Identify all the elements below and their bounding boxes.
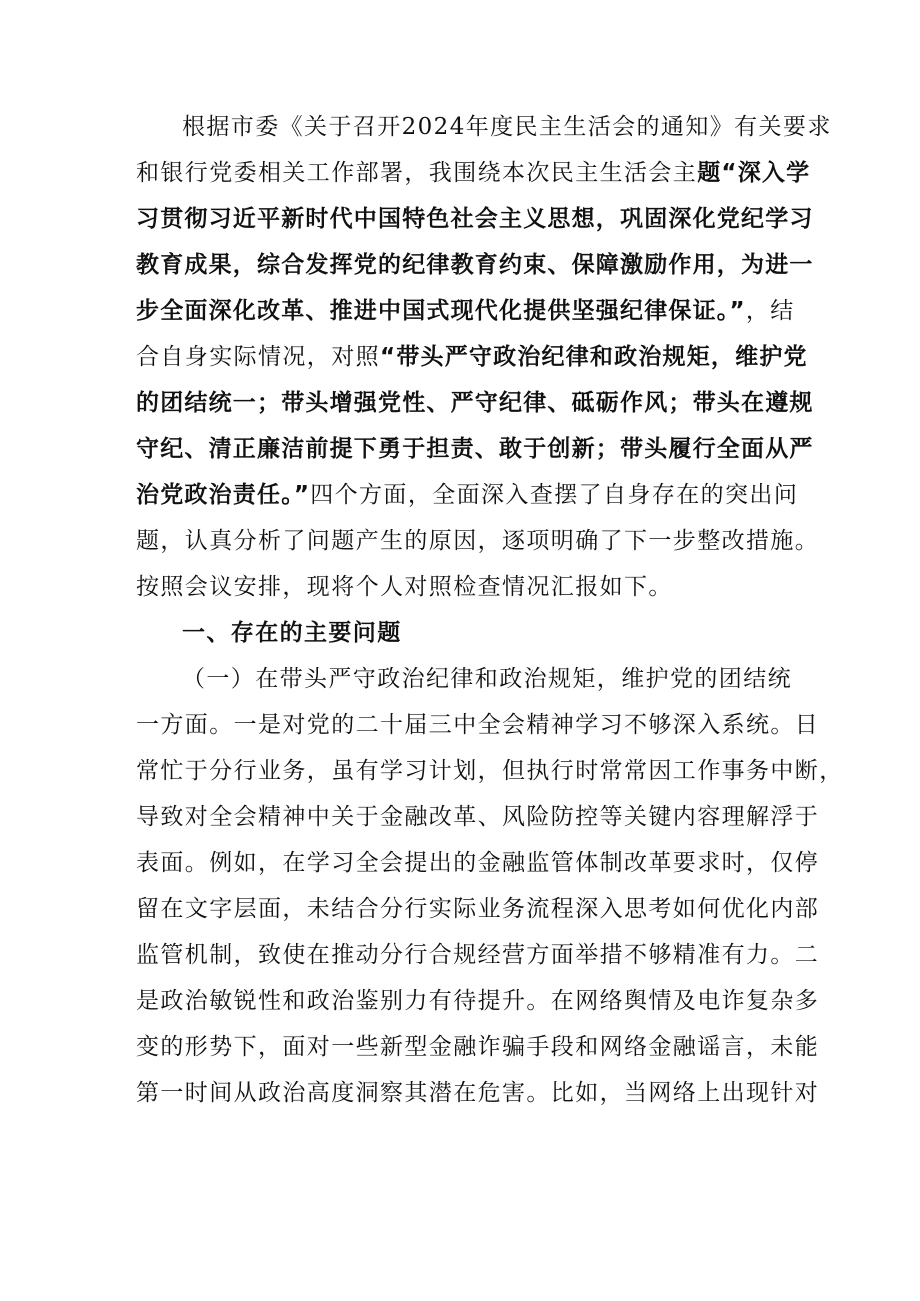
paragraph-line: 一方面。一是对党的二十届三中全会精神学习不够深入系统。日	[136, 712, 820, 738]
paragraph-line: 表面。例如，在学习全会提出的金融监管体制改革要求时，仅停	[136, 850, 820, 876]
paragraph-line	[136, 288, 795, 334]
paragraph-line: 导致对全会精神中关于金融改革、风险防控等关键内容理解浮于	[136, 804, 820, 830]
text-run: 合自身实际情况，对照	[136, 344, 380, 370]
bold-text-run: 题“深入学	[697, 160, 811, 186]
paragraph-line: 第一时间从政治高度洞察其潜在危害。比如，当网络上出现针对	[136, 1080, 820, 1106]
section-heading: 一、存在的主要问题	[182, 620, 402, 646]
paragraph-line: 留在文字层面，未结合分行实际业务流程深入思考如何优化内部	[136, 896, 820, 922]
text-run: 四个方面，全面深入查摆了自身存在的突出问	[310, 482, 799, 508]
paragraph-line: （一）在带头严守政治纪律和政治规矩，维护党的团结统	[182, 666, 792, 692]
paragraph-line: 守纪、清正廉洁前提下勇于担责、敢于创新；带头履行全面从严	[136, 436, 814, 462]
bold-text-run: “带头严守政治纪律和政治规矩，维护党	[380, 344, 808, 370]
paragraph-line: 监管机制，致使在推动分行合规经营方面举措不够精准有力。二	[136, 942, 820, 968]
document-body	[136, 104, 844, 1116]
paragraph-line: 是政治敏锐性和政治鉴别力有待提升。在网络舆情及电诈复杂多	[136, 988, 820, 1014]
text-run: 根据市委《关于召开2024年度民主生活会的通知》有关要求	[182, 114, 832, 140]
paragraph-line: 按照会议安排，现将个人对照检查情况汇报如下。	[136, 574, 673, 600]
text-run: 和银行党委相关工作部署，我围绕本次民主生活会主	[136, 160, 698, 186]
text-run: ，结	[745, 298, 795, 324]
paragraph-line: 变的形势下，面对一些新型金融诈骗手段和网络金融谣言，未能	[136, 1034, 820, 1060]
paragraph-line	[136, 150, 811, 196]
bold-text-run: 步全面深化改革、推进中国式现代化提供坚强纪律保证。”	[136, 298, 746, 324]
paragraph-line: 的团结统一；带头增强党性、严守纪律、砥砺作风；带头在遵规	[136, 390, 814, 416]
paragraph-line	[136, 334, 808, 380]
paragraph-line: 习贯彻习近平新时代中国特色社会主义思想，巩固深化党纪学习	[136, 206, 814, 232]
paragraph-line: 题，认真分析了问题产生的原因，逐项明确了下一步整改措施。	[136, 528, 820, 554]
paragraph-line	[136, 472, 799, 518]
bold-text-run: 治党政治责任。”	[136, 482, 311, 508]
paragraph-line: 教育成果，综合发挥党的纪律教育约束、保障激励作用，为进一	[136, 252, 814, 278]
paragraph-line	[136, 104, 832, 150]
paragraph-line: 常忙于分行业务，虽有学习计划，但执行时常常因工作事务中断，	[136, 758, 844, 784]
